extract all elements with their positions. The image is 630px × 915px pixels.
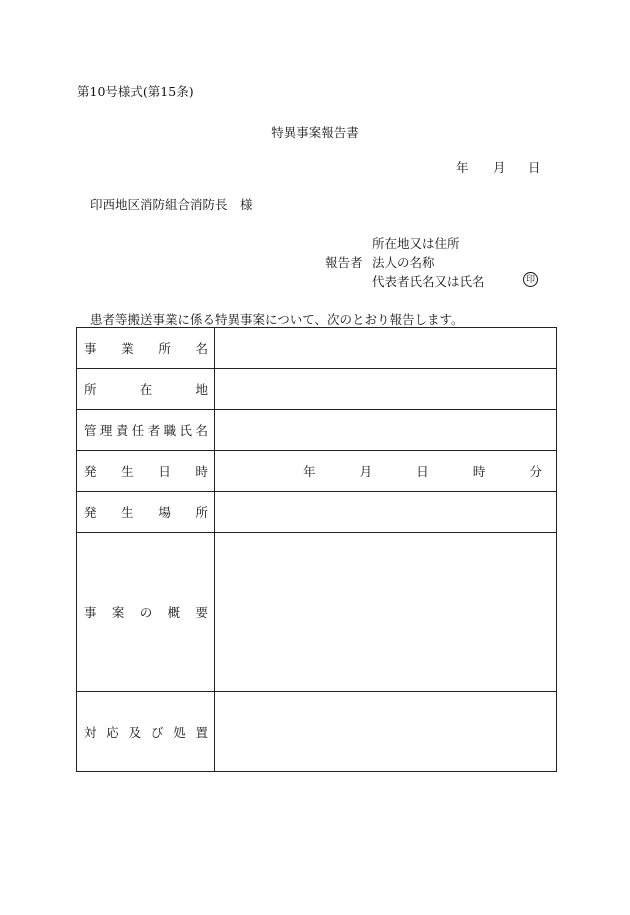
table-row	[77, 410, 557, 451]
seal-mark: 印	[523, 272, 538, 287]
document-title: 特異事案報告書	[271, 125, 359, 140]
row-label-char: 処	[173, 724, 186, 740]
row-label-char: 置	[195, 724, 208, 740]
row-value-field[interactable]	[215, 492, 557, 533]
row-label	[77, 692, 215, 772]
reporter-corp-name-label: 法人の名称	[372, 255, 435, 270]
row-label	[77, 533, 215, 692]
row-label-char: 任	[131, 423, 145, 438]
row-label-char: 管	[84, 423, 97, 438]
row-label-char: 在	[139, 382, 153, 397]
date-day-unit: 日	[528, 160, 541, 175]
row-value-field[interactable]	[215, 328, 557, 369]
row-label-char: 所	[158, 341, 171, 356]
datetime-unit: 時	[472, 464, 486, 479]
row-label-char: 氏	[179, 423, 193, 438]
datetime-unit: 年	[303, 464, 316, 479]
row-label-char: 所	[195, 505, 208, 520]
table-row	[77, 692, 557, 772]
reporter-address-label: 所在地又は住所	[372, 236, 460, 251]
row-label-char: 事	[84, 341, 97, 356]
row-value-field[interactable]	[215, 533, 557, 692]
table-row	[77, 369, 557, 410]
row-label-char: 生	[121, 505, 134, 520]
row-label-char: 及	[128, 724, 142, 740]
row-label	[77, 328, 215, 369]
row-value-field[interactable]	[215, 692, 557, 772]
row-label	[77, 410, 215, 451]
table-row	[77, 328, 557, 369]
row-value-field[interactable]	[215, 369, 557, 410]
row-label-char: 者	[147, 423, 161, 438]
row-label-char: 応	[106, 724, 119, 740]
addressee: 印西地区消防組合消防長 様	[90, 197, 253, 212]
row-value-field[interactable]	[215, 451, 557, 492]
row-label-char: の	[139, 605, 153, 620]
reporter-label: 報告者	[325, 255, 363, 270]
report-table	[76, 327, 557, 772]
row-value-field[interactable]	[215, 410, 557, 451]
table-row	[77, 533, 557, 692]
row-label-char: 地	[195, 382, 208, 397]
row-label-char: 理	[99, 423, 113, 438]
row-label-char: 案	[111, 605, 125, 620]
row-label-char: 所	[84, 382, 97, 397]
datetime-unit: 日	[416, 464, 429, 479]
row-label-char: 責	[115, 423, 129, 438]
row-label-char: 日	[158, 464, 171, 479]
row-label-char: 時	[195, 464, 208, 479]
row-label	[77, 492, 215, 533]
row-label-char: 要	[195, 605, 208, 620]
row-label-char: 場	[158, 505, 171, 520]
form-number: 第10号様式(第15条)	[77, 84, 194, 99]
row-label-char: び	[150, 724, 164, 740]
row-label-char: 名	[195, 341, 208, 356]
reporter-rep-name-label: 代表者氏名又は氏名	[372, 274, 485, 289]
row-label-char: 職	[163, 423, 177, 438]
datetime-unit: 月	[359, 464, 373, 479]
row-label	[77, 451, 215, 492]
date-month-unit: 月	[493, 160, 506, 175]
date-year-unit: 年	[456, 160, 469, 175]
row-label-char: 概	[167, 605, 181, 620]
row-label-char: 発	[84, 505, 97, 520]
row-label-char: 発	[84, 464, 97, 479]
table-row	[77, 492, 557, 533]
row-label	[77, 369, 215, 410]
table-row	[77, 451, 557, 492]
row-label-char: 対	[84, 724, 97, 740]
datetime-unit: 分	[529, 464, 542, 479]
row-label-char: 名	[195, 423, 208, 438]
row-label-char: 生	[121, 464, 134, 479]
row-label-char: 業	[121, 341, 134, 356]
intro-text: 患者等搬送事業に係る特異事案について、次のとおり報告します。	[90, 312, 464, 327]
row-label-char: 事	[84, 605, 97, 620]
